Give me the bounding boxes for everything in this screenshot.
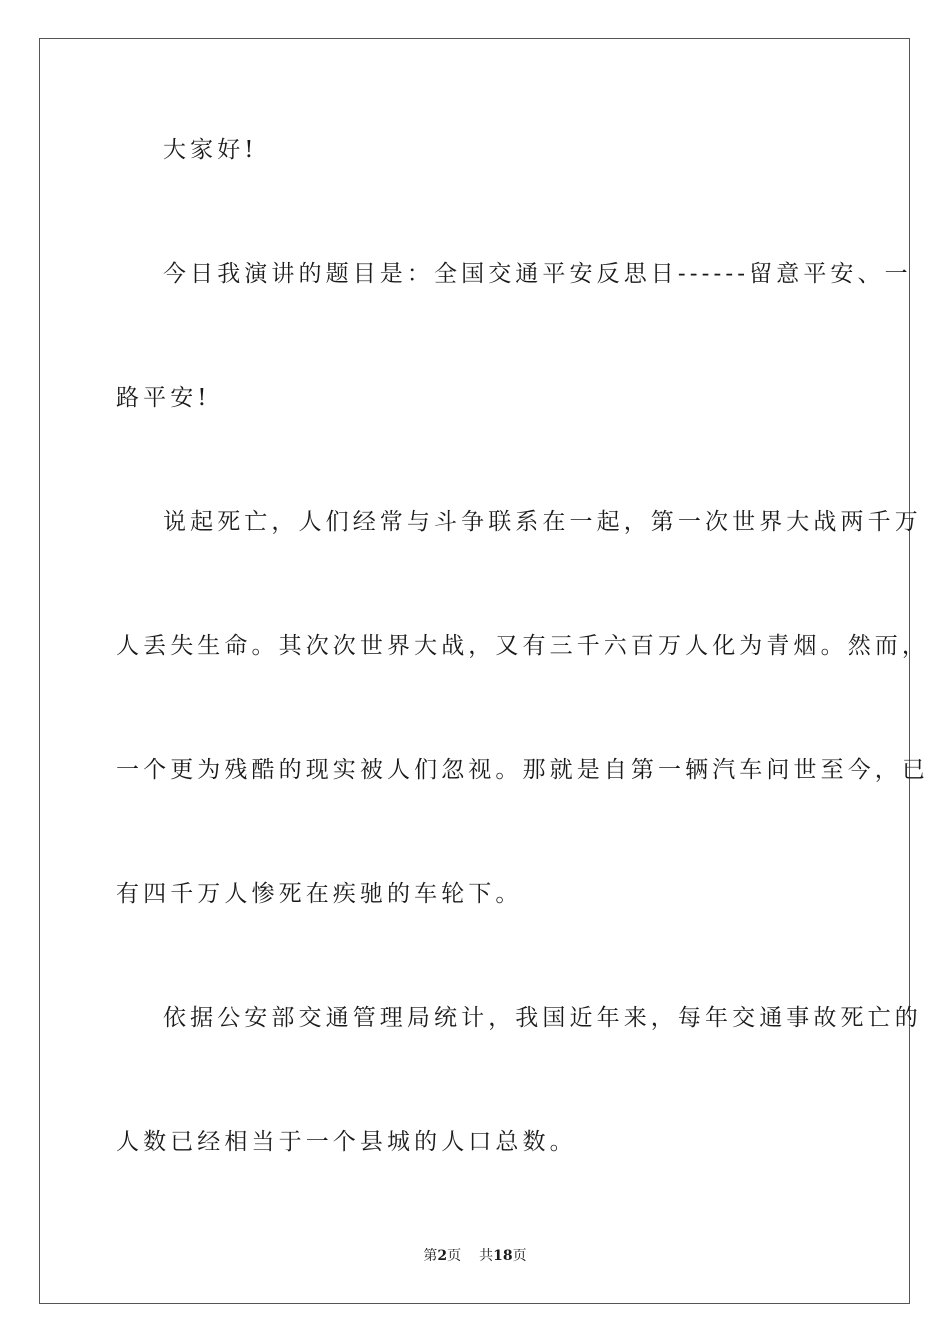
paragraph-war-line-3: 一个更为残酷的现实被人们忽视。那就是自第一辆汽车问世至今，已 bbox=[116, 757, 929, 783]
page-border bbox=[39, 38, 929, 1304]
paragraph-war-line-1: 说起死亡，人们经常与斗争联系在一起，第一次世界大战两千万 bbox=[163, 509, 922, 535]
footer-total-suffix: 页 bbox=[512, 1248, 527, 1264]
paragraph-topic-line-1: 今日我演讲的题目是：全国交通平安反思日------留意平安、一 bbox=[163, 261, 912, 287]
page-footer bbox=[0, 1246, 950, 1266]
paragraph-statistics-line-1: 依据公安部交通管理局统计，我国近年来，每年交通事故死亡的 bbox=[163, 1005, 922, 1031]
paragraph-topic-line-2: 路平安! bbox=[116, 385, 211, 411]
footer-page-suffix: 页 bbox=[447, 1248, 462, 1264]
footer-page-number: 2 bbox=[437, 1248, 448, 1264]
paragraph-statistics-line-2: 人数已经相当于一个县城的人口总数。 bbox=[116, 1129, 577, 1155]
footer-total-prefix: 共 bbox=[479, 1248, 494, 1264]
footer-total-pages: 18 bbox=[493, 1248, 513, 1264]
paragraph-war-line-2: 人丢失生命。其次次世界大战，又有三千六百万人化为青烟。然而， bbox=[116, 633, 929, 659]
paragraph-greeting: 大家好! bbox=[163, 137, 258, 163]
paragraph-war-line-4: 有四千万人惨死在疾驰的车轮下。 bbox=[116, 881, 523, 907]
footer-page-prefix: 第 bbox=[423, 1248, 438, 1264]
